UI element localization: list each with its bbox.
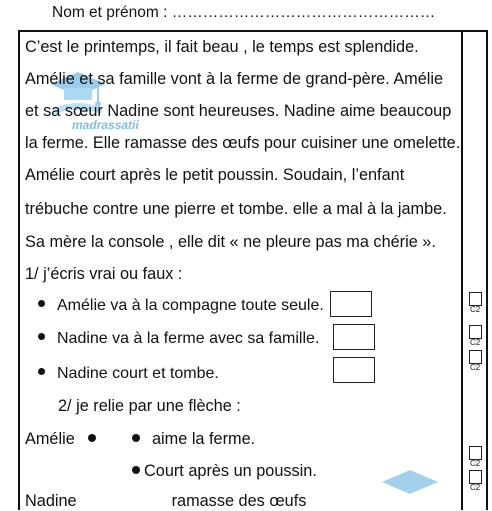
- match-right-dot[interactable]: [132, 466, 140, 474]
- score-column-divider: [461, 30, 463, 510]
- score-box[interactable]: [469, 470, 482, 484]
- bullet-icon: [38, 333, 45, 340]
- score-box[interactable]: [469, 292, 482, 306]
- score-box[interactable]: [469, 350, 482, 364]
- exercise1-item: [38, 297, 324, 315]
- match-left-text: Amélie: [25, 430, 75, 448]
- answer-box[interactable]: [333, 324, 375, 350]
- score-label: C2: [470, 483, 481, 492]
- header: [0, 0, 492, 28]
- score-cell: [468, 470, 484, 492]
- exercise1-title: 1/ j’écris vrai ou faux :: [25, 265, 183, 283]
- exercise1-item-text: Amélie va à la compagne toute seule.: [57, 297, 324, 314]
- match-right-text: aime la ferme.: [152, 430, 256, 448]
- watermark-text: madrassatii: [72, 118, 139, 132]
- match-left-item: [25, 430, 75, 449]
- text-line: la ferme. Elle ramasse des œufs pour cuisiner une omelette.: [25, 134, 461, 152]
- score-cell: [468, 350, 484, 372]
- match-right-text: Court après un poussin.: [144, 462, 317, 480]
- score-label: C2: [470, 459, 481, 468]
- exercise1-item: [38, 330, 319, 348]
- score-box[interactable]: [469, 446, 482, 460]
- text-line: Amélie court après le petit poussin. Soudain, l’enfant: [25, 166, 405, 184]
- answer-box[interactable]: [333, 357, 375, 383]
- exercise2-title: 2/ je relie par une flèche :: [58, 397, 241, 415]
- match-right-item: [132, 430, 255, 449]
- match-right-item: [132, 462, 317, 481]
- text-line: Amélie et sa famille vont à la ferme de grand-père. Amélie: [25, 70, 444, 88]
- exercise1-item: [38, 365, 219, 383]
- score-cell: [468, 325, 484, 347]
- score-box[interactable]: [469, 325, 482, 339]
- match-left-dot[interactable]: [88, 434, 96, 442]
- watermark-logo-icon: [380, 466, 440, 500]
- match-right-dot[interactable]: [132, 434, 140, 442]
- score-cell: [468, 292, 484, 314]
- exercise1-item-text: Nadine court et tombe.: [57, 365, 219, 382]
- score-label: C2: [470, 363, 481, 372]
- score-label: C2: [470, 338, 481, 347]
- match-partial-line: Nadine ramasse des œufs: [25, 492, 307, 510]
- name-field-label: Nom et prénom : ……………………………………………: [52, 4, 436, 21]
- score-label: C2: [470, 305, 481, 314]
- text-line: Sa mère la console , elle dit « ne pleure pas ma chérie ».: [25, 233, 436, 251]
- text-line: et sa sœur Nadine sont heureuses. Nadine aime beaucoup: [25, 102, 452, 120]
- text-line: trébuche contre une pierre et tombe. elle a mal à la jambe.: [25, 200, 447, 218]
- bullet-icon: [38, 368, 45, 375]
- exercise1-item-text: Nadine va à la ferme avec sa famille.: [57, 330, 320, 347]
- text-line: C’est le printemps, il fait beau , le temps est splendide.: [25, 38, 419, 56]
- answer-box[interactable]: [330, 291, 372, 317]
- bullet-icon: [38, 300, 45, 307]
- score-cell: [468, 446, 484, 468]
